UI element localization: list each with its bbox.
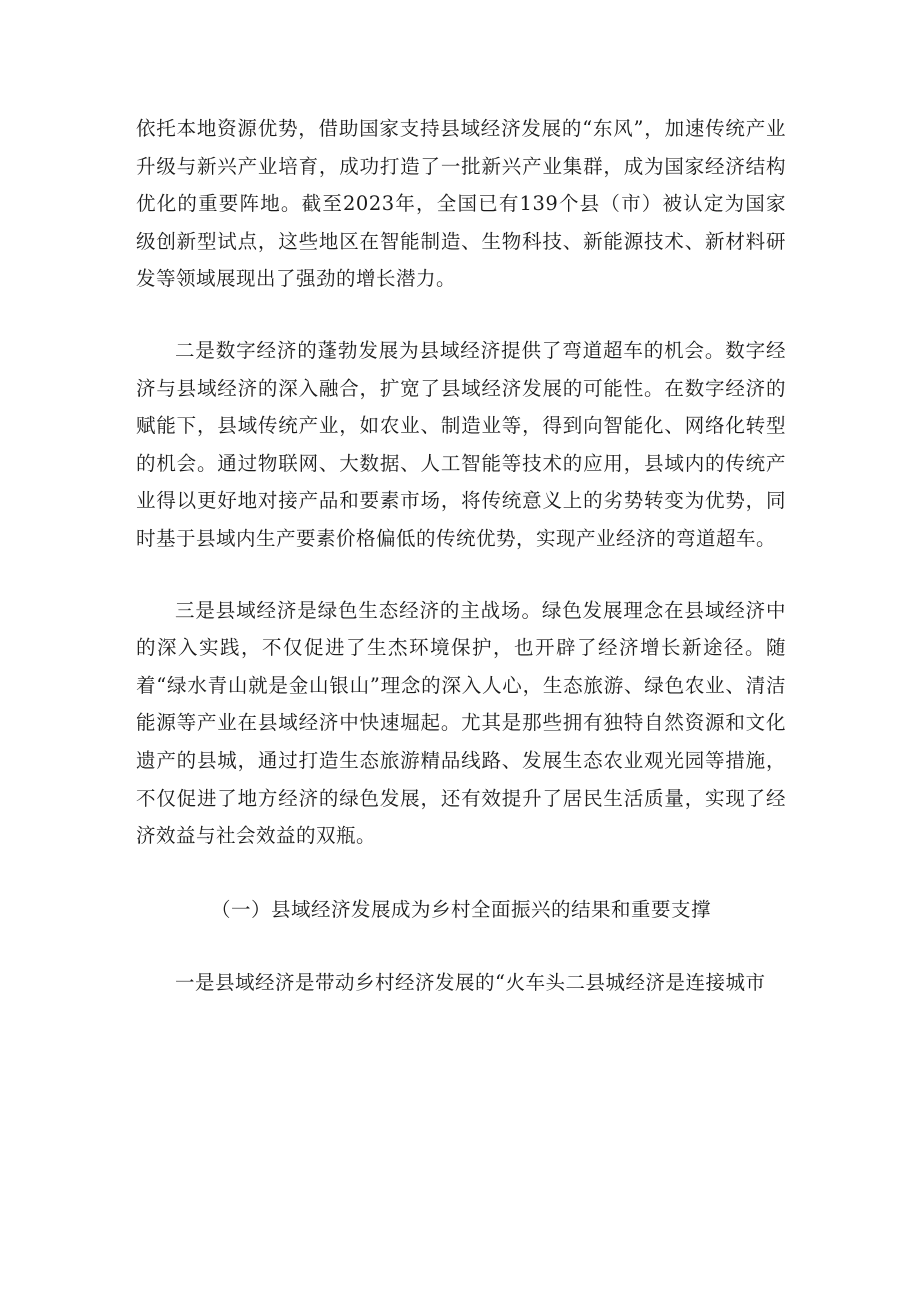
section-heading: （一）县域经济发展成为乡村全面振兴的结果和重要支撑 (210, 897, 711, 921)
paragraph-4: 一是县域经济是带动乡村经济发展的“火车头二县城经济是连接城市 (175, 971, 766, 995)
document-page (136, 110, 786, 1002)
paragraph-1: 依托本地资源优势，借助国家支持县域经济发展的“东风”，加速传统产业升级与新兴产业培育，成功打造了一批新兴产业集群，成为国家经济结构优化的重要阵地。截至2023年，全国已有139个县（市）被认定为国家级创新型试点，这些地区在智能制造、生物科技、新能源技术、新材料研发等领域展现出了强劲的增长潜力。 (136, 117, 786, 291)
paragraph-2: 二是数字经济的蓬勃发展为县域经济提供了弯道超车的机会。数字经济与县域经济的深入融合，扩宽了县域经济发展的可能性。在数字经济的赋能下，县域传统产业，如农业、制造业等，得到向智能化、网络化转型的机会。通过物联网、大数据、人工智能等技术的应用，县域内的传统产业得以更好地对接产品和要素市场，将传统意义上的劣势转变为优势，同时基于县域内生产要素价格偏低的传统优势，实现产业经济的弯道超车。 (136, 338, 786, 550)
paragraph-3: 三是县域经济是绿色生态经济的主战场。绿色发展理念在县域经济中的深入实践，不仅促进了生杰环境保护，也开辟了经济增长新途径。随着“绿水青山就是金山银山”理念的深入人心，生态旅游、绿色农业、清洁能源等产业在县域经济中快速堀起。尤其是那些拥有独特自然资源和文化遗产的县城，通过打造生态旅游精品线路、发展生态农业观光园等措施，不仅促进了地方经济的绿色发展，还有效提升了居民生活质量，实现了经济效益与社会效益的双瓶。 (136, 598, 786, 848)
